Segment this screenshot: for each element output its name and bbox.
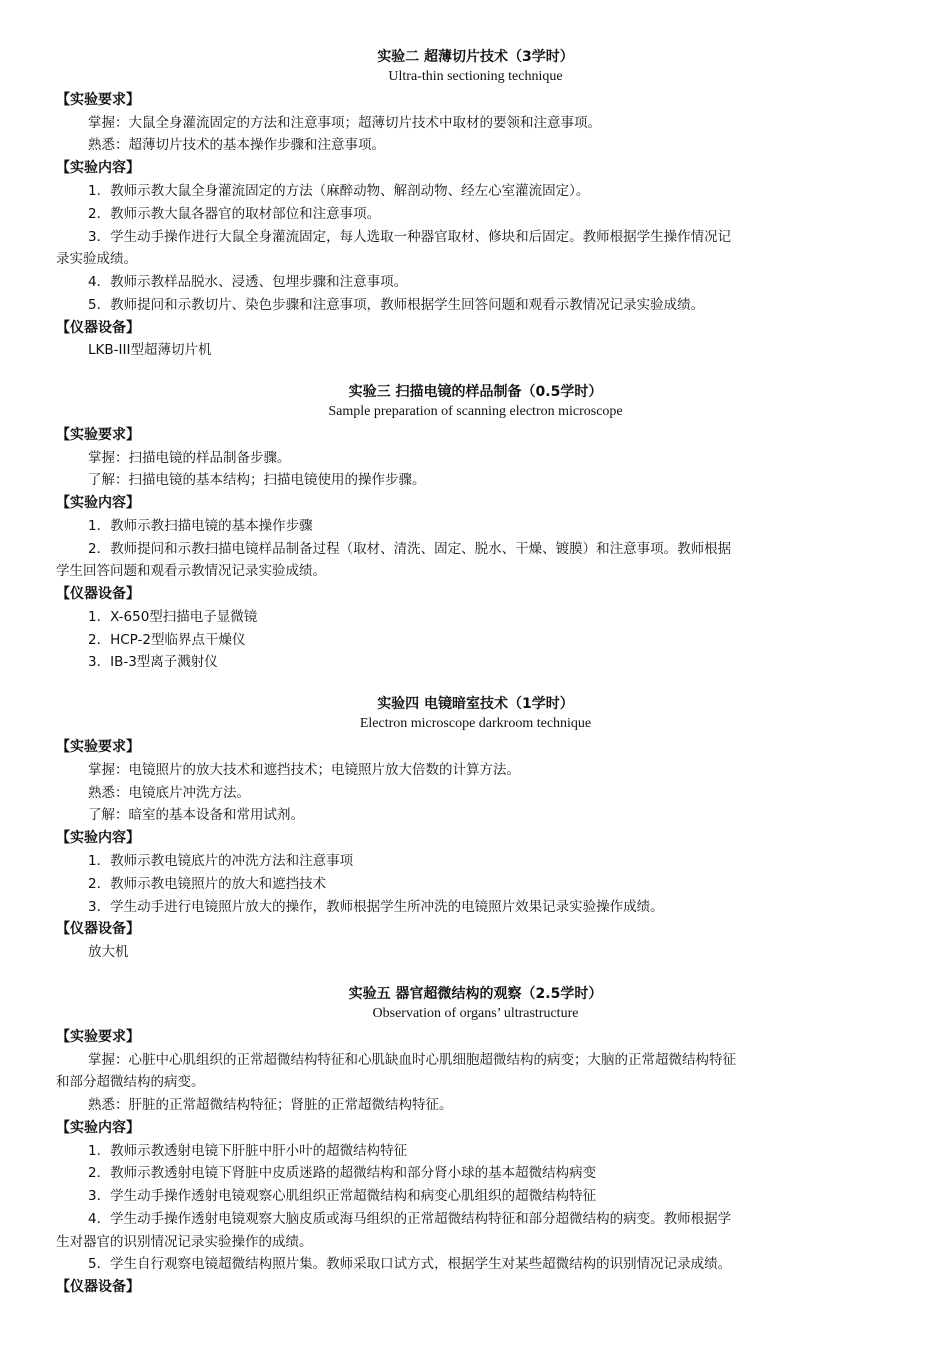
exp3-equipment-line: 3．IB-3型离子溅射仪 (88, 654, 218, 670)
exp3-subtitle: Sample preparation of scanning electron microscope (328, 404, 623, 419)
exp4-content-line: 1．教师示教电镜底片的冲洗方法和注意事项 (88, 853, 354, 869)
exp2-content-line: 1．教师示教大鼠全身灌流固定的方法（麻醉动物、解剖动物、经左心室灌流固定）。 (88, 183, 590, 199)
exp3-content-line: 1．教师示教扫描电镜的基本操作步骤 (88, 518, 313, 534)
exp4-requirement-line: 熟悉：电镜底片冲洗方法。 (88, 785, 250, 801)
exp2-requirement-line: 熟悉：超薄切片技术的基本操作步骤和注意事项。 (88, 137, 385, 153)
exp5-requirement-line: 熟悉：肝脏的正常超微结构特征；肾脏的正常超微结构特征。 (88, 1097, 453, 1113)
exp2-content-line-continuation: 录实验成绩。 (56, 251, 137, 267)
exp2-requirements-heading: 【实验要求】 (56, 92, 140, 108)
exp5-requirement-line-continuation: 和部分超微结构的病变。 (56, 1074, 205, 1090)
exp3-requirement-line: 了解：扫描电镜的基本结构；扫描电镜使用的操作步骤。 (88, 472, 426, 488)
exp2-subtitle: Ultra-thin sectioning technique (388, 69, 563, 84)
exp4-content-heading: 【实验内容】 (56, 830, 140, 846)
exp2-content-line: 5．教师提问和示教切片、染色步骤和注意事项，教师根据学生回答问题和观看示教情况记录实验成绩。 (88, 297, 705, 313)
exp4-content-line: 3．学生动手进行电镜照片放大的操作，教师根据学生所冲洗的电镜照片效果记录实验操作成绩。 (88, 899, 664, 915)
exp3-equipment-heading: 【仪器设备】 (56, 586, 140, 602)
exp3-requirements-heading: 【实验要求】 (56, 427, 140, 443)
exp2-title: 实验二 超薄切片技术（3学时） (377, 49, 574, 65)
exp4-equipment-heading: 【仪器设备】 (56, 921, 140, 937)
exp5-title: 实验五 器官超微结构的观察（2.5学时） (348, 986, 603, 1002)
exp5-requirement-line: 掌握：心脏中心肌组织的正常超微结构特征和心肌缺血时心肌细胞超微结构的病变；大脑的正常超微结构特征 (88, 1052, 736, 1068)
exp4-requirements-heading: 【实验要求】 (56, 739, 140, 755)
exp3-equipment-line: 2．HCP-2型临界点干燥仪 (88, 632, 246, 648)
exp3-content-line: 2．教师提问和示教扫描电镜样品制备过程（取材、清洗、固定、脱水、干燥、镀膜）和注意事项。教师根据 (88, 541, 732, 557)
exp5-content-line: 5．学生自行观察电镜超微结构照片集。教师采取口试方式，根据学生对某些超微结构的识别情况记录成绩。 (88, 1256, 732, 1272)
exp4-requirement-line: 掌握：电镜照片的放大技术和遮挡技术；电镜照片放大倍数的计算方法。 (88, 762, 520, 778)
exp3-content-line-continuation: 学生回答问题和观看示教情况记录实验成绩。 (56, 563, 326, 579)
exp4-requirement-line: 了解：暗室的基本设备和常用试剂。 (88, 807, 304, 823)
exp4-equipment-line: 放大机 (88, 944, 129, 960)
exp5-subtitle: Observation of organs’ ultrastructure (372, 1006, 579, 1021)
exp2-content-line: 3．学生动手操作进行大鼠全身灌流固定，每人选取一种器官取材、修块和后固定。教师根据学生操作情况记 (88, 229, 732, 245)
exp3-requirement-line: 掌握：扫描电镜的样品制备步骤。 (88, 450, 291, 466)
exp3-equipment-line: 1．X-650型扫描电子显微镜 (88, 609, 258, 625)
exp5-content-line: 3．学生动手操作透射电镜观察心肌组织正常超微结构和病变心肌组织的超微结构特征 (88, 1188, 597, 1204)
exp3-content-heading: 【实验内容】 (56, 495, 140, 511)
exp2-equipment-line: LKB-III型超薄切片机 (88, 342, 212, 358)
exp2-content-line: 4．教师示教样品脱水、浸透、包埋步骤和注意事项。 (88, 274, 408, 290)
exp2-content-line: 2．教师示教大鼠各器官的取材部位和注意事项。 (88, 206, 381, 222)
exp5-requirements-heading: 【实验要求】 (56, 1029, 140, 1045)
exp5-content-heading: 【实验内容】 (56, 1120, 140, 1136)
exp5-content-line-continuation: 生对器官的识别情况记录实验操作的成绩。 (56, 1234, 313, 1250)
exp5-content-line: 1．教师示教透射电镜下肝脏中肝小叶的超微结构特征 (88, 1143, 408, 1159)
exp4-title: 实验四 电镜暗室技术（1学时） (377, 696, 574, 712)
exp4-content-line: 2．教师示教电镜照片的放大和遮挡技术 (88, 876, 327, 892)
exp2-equipment-heading: 【仪器设备】 (56, 320, 140, 336)
exp2-content-heading: 【实验内容】 (56, 160, 140, 176)
exp3-title: 实验三 扫描电镜的样品制备（0.5学时） (348, 384, 603, 400)
exp2-requirement-line: 掌握：大鼠全身灌流固定的方法和注意事项；超薄切片技术中取材的要领和注意事项。 (88, 115, 601, 131)
exp4-subtitle: Electron microscope darkroom technique (359, 716, 592, 731)
exp5-content-line: 2．教师示教透射电镜下肾脏中皮质迷路的超微结构和部分肾小球的基本超微结构病变 (88, 1165, 597, 1181)
exp5-content-line: 4．学生动手操作透射电镜观察大脑皮质或海马组织的正常超微结构特征和部分超微结构的病变。教师根据学 (88, 1211, 732, 1227)
exp5-equipment-heading: 【仪器设备】 (56, 1279, 140, 1295)
